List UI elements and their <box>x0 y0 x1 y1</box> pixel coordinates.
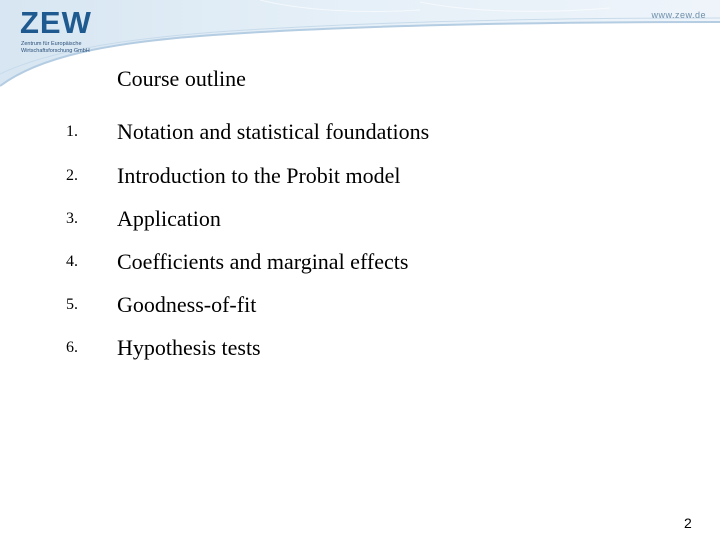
logo-subtitle-line2: Wirtschaftsforschung GmbH <box>21 48 90 54</box>
item-text: Coefficients and marginal effects <box>117 249 409 274</box>
slide-title: Course outline <box>117 66 246 91</box>
zew-logo <box>20 5 110 54</box>
item-number: 2. <box>66 167 78 184</box>
logo-subtitle-line1: Zentrum für Europäische <box>21 41 82 47</box>
outline-item <box>0 119 560 145</box>
outline-item <box>0 206 560 232</box>
outline-item <box>0 292 560 318</box>
item-text: Notation and statistical foundations <box>117 119 430 144</box>
item-text: Application <box>117 206 221 231</box>
item-number: 6. <box>66 339 78 356</box>
outline-item <box>0 335 560 361</box>
item-number: 4. <box>66 253 78 270</box>
item-text: Introduction to the Probit model <box>117 163 401 188</box>
website-url: www.zew.de <box>651 10 706 20</box>
item-number: 3. <box>66 210 78 227</box>
page-number: 2 <box>684 515 692 531</box>
item-text: Goodness-of-fit <box>117 292 257 317</box>
item-number: 5. <box>66 296 78 313</box>
outline-item <box>0 249 560 275</box>
header-banner <box>0 0 720 100</box>
item-text: Hypothesis tests <box>117 335 261 360</box>
outline-item <box>0 163 560 189</box>
item-number: 1. <box>66 123 78 140</box>
logo-wordmark: ZEW <box>20 5 92 40</box>
